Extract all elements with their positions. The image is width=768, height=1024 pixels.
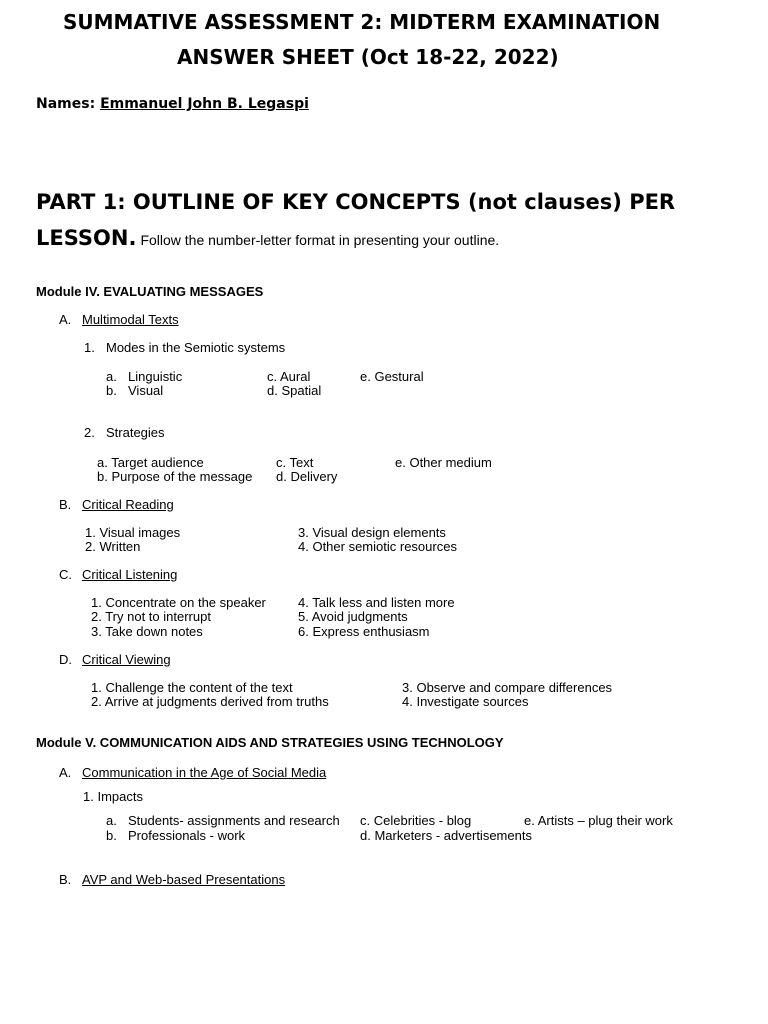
module-4-title: Module IV. EVALUATING MESSAGES — [36, 284, 264, 299]
list-item: 3. Visual design elements — [298, 525, 446, 540]
list-item: c. Aural — [267, 369, 311, 384]
section-letter: A. — [59, 765, 72, 780]
item-number: 2. — [84, 425, 95, 440]
item-number: 1. — [84, 340, 95, 355]
names-label: Names: — [36, 96, 96, 112]
list-letter: a. — [106, 813, 117, 828]
list-item: 2. Try not to interrupt — [91, 609, 211, 624]
list-item: 3. Observe and compare differences — [402, 680, 613, 695]
section-letter: A. — [59, 312, 72, 327]
list-item: Linguistic — [128, 369, 183, 384]
list-item: 1. Challenge the content of the text — [91, 680, 293, 695]
section-label-social-media: Communication in the Age of Social Media — [82, 765, 327, 780]
part1-heading-lesson: LESSON. — [36, 226, 137, 250]
title-line-2: ANSWER SHEET (Oct 18-22, 2022) — [177, 45, 559, 69]
list-letter: b. — [106, 383, 117, 398]
list-item: 3. Take down notes — [91, 624, 203, 639]
section-letter: D. — [59, 652, 72, 667]
section-label-critical-reading: Critical Reading — [82, 497, 174, 512]
section-letter: C. — [59, 567, 72, 582]
list-item: d. Marketers - advertisements — [360, 828, 532, 843]
list-item: Students- assignments and research — [128, 813, 340, 828]
list-item: a. Target audience — [97, 455, 204, 470]
list-item: 6. Express enthusiasm — [298, 624, 430, 639]
list-item: 4. Talk less and listen more — [298, 595, 455, 610]
item-modes-semiotic: Modes in the Semiotic systems — [106, 340, 286, 355]
part1-heading-line-2 — [36, 226, 499, 250]
list-item: 2. Written — [85, 539, 141, 554]
list-item: e. Gestural — [360, 369, 424, 384]
part1-heading-line-1: PART 1: OUTLINE OF KEY CONCEPTS (not clauses) PER — [36, 190, 676, 214]
names-value: Emmanuel John B. Legaspi — [100, 96, 309, 112]
list-item: 4. Other semiotic resources — [298, 539, 457, 554]
title-line-1: SUMMATIVE ASSESSMENT 2: MIDTERM EXAMINATION — [63, 10, 661, 34]
list-item: d. Delivery — [276, 469, 338, 484]
list-item: d. Spatial — [267, 383, 322, 398]
list-item: c. Text — [276, 455, 314, 470]
list-item: 1. Visual images — [85, 525, 181, 540]
list-item: b. Purpose of the message — [97, 469, 253, 484]
section-letter: B. — [59, 497, 72, 512]
module-5-title: Module V. COMMUNICATION AIDS AND STRATEGIES USING TECHNOLOGY — [36, 735, 504, 750]
item-strategies: Strategies — [106, 425, 165, 440]
section-letter: B. — [59, 872, 72, 887]
list-item: Visual — [128, 383, 164, 398]
list-item: e. Artists – plug their work — [524, 813, 673, 828]
section-label-critical-viewing: Critical Viewing — [82, 652, 171, 667]
list-item: Professionals - work — [128, 828, 246, 843]
section-label-critical-listening: Critical Listening — [82, 567, 178, 582]
list-item: e. Other medium — [395, 455, 492, 470]
section-label-avp-presentations: AVP and Web-based Presentations — [82, 872, 286, 887]
list-item: 5. Avoid judgments — [298, 609, 408, 624]
list-item: 1. Concentrate on the speaker — [91, 595, 266, 610]
list-item: 2. Arrive at judgments derived from truths — [91, 694, 329, 709]
names-row — [36, 96, 309, 112]
list-letter: a. — [106, 369, 117, 384]
list-item: 4. Investigate sources — [402, 694, 529, 709]
list-item: c. Celebrities - blog — [360, 813, 472, 828]
part1-instruction: Follow the number-letter format in presenting your outline. — [140, 232, 500, 248]
list-letter: b. — [106, 828, 117, 843]
section-label-multimodal-texts: Multimodal Texts — [82, 312, 179, 327]
item-impacts: 1. Impacts — [83, 789, 143, 804]
